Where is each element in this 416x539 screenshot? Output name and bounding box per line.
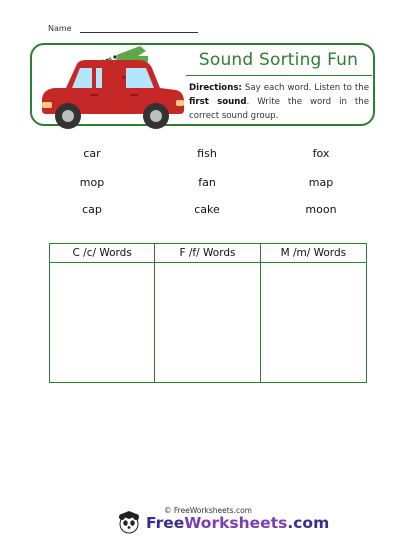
footer-brand [146, 514, 329, 532]
name-label: Name [48, 24, 72, 33]
answer-cell-m[interactable] [261, 263, 366, 382]
answer-cell-f[interactable] [155, 263, 260, 382]
table-header-m: M /m/ Words [261, 244, 366, 263]
panda-graduate-logo-icon [116, 509, 142, 535]
brand-worksheets: Worksheets [184, 514, 288, 532]
word-item: cake [194, 203, 220, 216]
word-item: moon [305, 203, 337, 216]
footer-copyright: © FreeWorksheets.com [164, 506, 252, 515]
directions-part1: Say each word. Listen to the [241, 83, 369, 93]
word-item: fox [312, 147, 330, 160]
name-line[interactable] [80, 24, 198, 33]
sound-sort-table [49, 243, 367, 383]
word-item: mop [79, 176, 105, 189]
brand-free: Free [146, 514, 185, 532]
word-item: car [83, 147, 101, 160]
title-rule [186, 75, 372, 76]
directions-label: Directions: [189, 83, 242, 93]
directions-part2: . Write the word in the correct sound group. [189, 97, 369, 121]
word-item: cap [82, 203, 102, 216]
table-header-c: C /c/ Words [50, 244, 155, 263]
page-title: Sound Sorting Fun [198, 50, 359, 70]
directions-emphasis: first sound [189, 97, 247, 107]
table-header-f: F /f/ Words [155, 244, 260, 263]
answer-cell-c[interactable] [50, 263, 155, 382]
name-field [48, 24, 198, 33]
brand-suffix: .com [287, 514, 330, 532]
car-with-crocodile-illustration [30, 38, 190, 134]
directions-text [189, 81, 369, 123]
word-item: map [308, 176, 334, 189]
word-item: fish [197, 147, 217, 160]
word-item: fan [198, 176, 216, 189]
